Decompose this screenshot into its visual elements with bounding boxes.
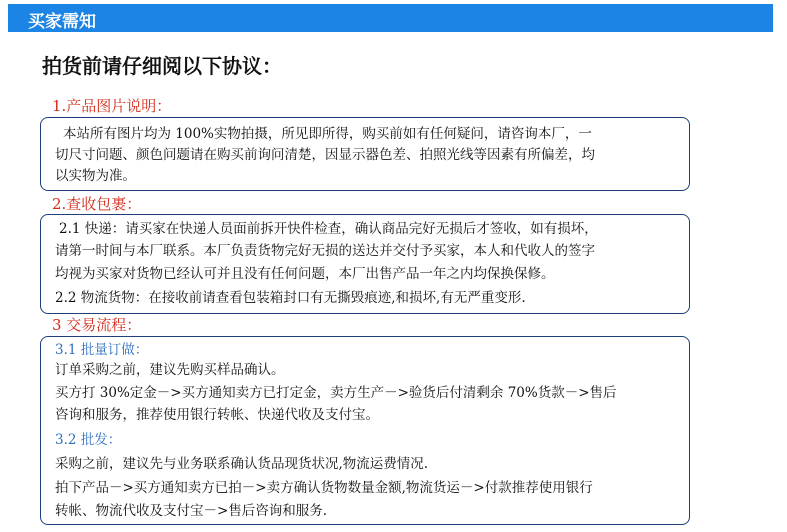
section-1-title: 1.产品图片说明： (52, 97, 172, 115)
section-1-box (40, 117, 690, 191)
section-3-line: 订单采购之前，建议先购买样品确认。 (55, 362, 285, 378)
section-2-line: 请第一时间与本厂联系。本厂负责货物完好无损的送达并交付予买家，本人和代收人的签字 (55, 243, 595, 259)
section-3-line: 买方打 30%定金－>买方通知卖方已打定金，卖方生产－>验货后付清剩余 70%货款－>售后 (55, 385, 617, 401)
page-headline: 拍货前请仔细阅以下协议： (42, 54, 282, 78)
section-3-line: 拍下产品－>买方通知卖方已拍－>卖方确认货物数量金额,物流货运－>付款推荐使用银行 (55, 480, 593, 496)
section-3-line: 采购之前，建议先与业务联系确认货品现货状况,物流运费情况. (55, 456, 429, 472)
section-2-box (40, 214, 690, 314)
section-2-line: 均视为买家对货物已经认可并且没有任何问题，本厂出售产品一年之内均保换保修。 (55, 266, 555, 282)
section-3-box (40, 336, 690, 525)
section-1-line: 以实物为准。 (55, 168, 136, 184)
section-2-title: 2.查收包裹： (52, 195, 142, 213)
section-2-line: 2.2 物流货物：在接收前请查看包装箱封口有无撕毁痕迹,和损坏,有无严重变形. (55, 290, 526, 306)
section-3-title: 3 交易流程： (52, 316, 142, 334)
section-3-line: 咨询和服务，推荐使用银行转帐、快递代收及支付宝。 (55, 407, 379, 423)
section-2-line: 2.1 快递：请买家在快递人员面前拆开快件检查，确认商品完好无损后才签收，如有损坏， (59, 221, 598, 237)
section-3-subtitle: 3.2 批发： (55, 432, 122, 448)
section-1-line: 切尺寸问题、颜色问题请在购买前询问清楚，因显示器色差、拍照光线等因素有所偏差，均 (55, 147, 595, 163)
header-bar (8, 4, 773, 32)
section-3-line: 转帐、物流代收及支付宝－>售后咨询和服务. (55, 503, 328, 519)
section-3-subtitle: 3.1 批量订做： (55, 342, 149, 358)
section-1-line: 本站所有图片均为 100%实物拍摄，所见即所得，购买前如有任何疑问，请咨询本厂，一 (63, 126, 592, 142)
header-title: 买家需知 (28, 12, 96, 32)
